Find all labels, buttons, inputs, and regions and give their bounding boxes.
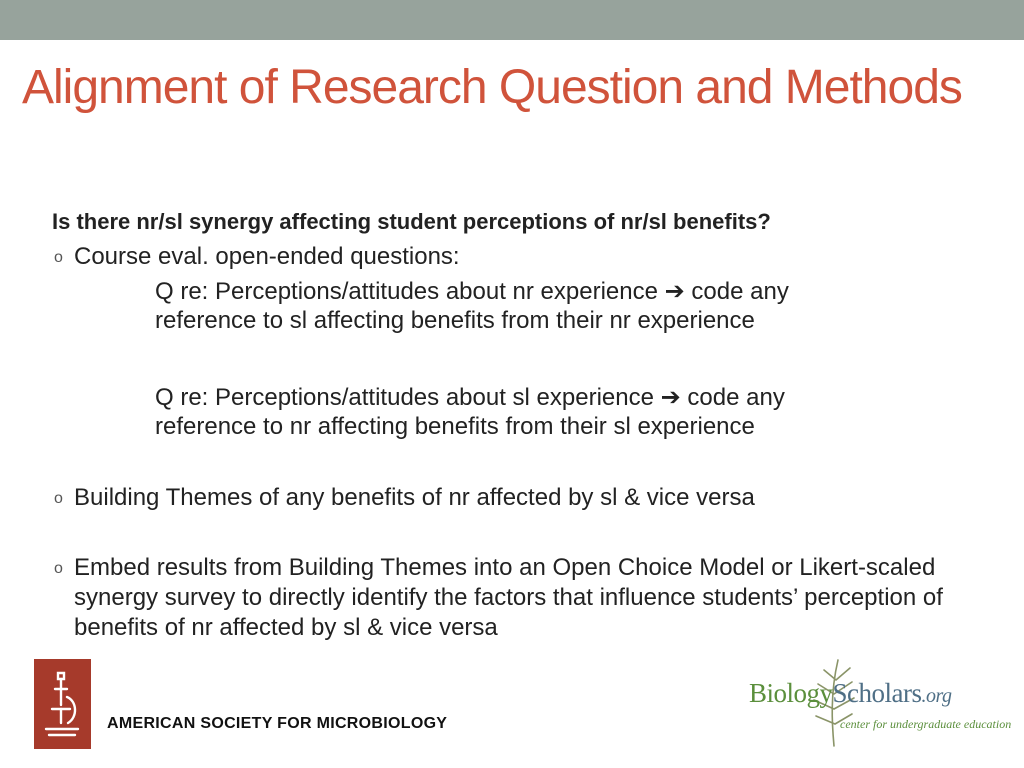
bullet-course-eval [52, 242, 972, 272]
microscope-icon [34, 659, 91, 749]
sub-item-text: code any reference to nr affecting benefits from their sl experience [155, 384, 785, 440]
slide-title: Alignment of Research Question and Methods [22, 61, 962, 114]
bullet-text: Embed results from Building Themes into an Open Choice Model or Likert-scaled synergy survey to directly identify the factors that influence students’ perception of benefits of nr affected by sl & vice versa [74, 554, 943, 641]
bullet-marker: o [54, 249, 63, 266]
asm-organization-name: AMERICAN SOCIETY FOR MICROBIOLOGY [107, 715, 448, 732]
right-arrow-icon: ➔ [660, 384, 681, 411]
top-color-band [0, 0, 1024, 40]
wordmark-scholars: Scholars [832, 678, 922, 708]
wordmark-org: .org [921, 685, 952, 707]
wordmark-biology: Biology [749, 678, 833, 708]
slide-body [52, 208, 972, 643]
bullet-building-themes [52, 483, 972, 513]
sub-item-text: code any reference to sl affecting benefits from their nr experience [155, 278, 789, 334]
research-question: Is there nr/sl synergy affecting student perceptions of nr/sl benefits? [52, 209, 771, 234]
bullet-text: Course eval. open-ended questions: [74, 243, 460, 270]
sub-item-nr-question [155, 277, 885, 335]
bullet-embed-results [52, 553, 972, 643]
sub-item-text: Q re: Perceptions/attitudes about sl experience [155, 384, 654, 411]
sub-item-sl-question [155, 383, 885, 441]
bullet-marker: o [54, 560, 63, 577]
right-arrow-icon: ➔ [664, 278, 685, 305]
biology-scholars-tagline: center for undergraduate education [840, 717, 1012, 731]
bullet-marker: o [54, 490, 63, 507]
bullet-text: Building Themes of any benefits of nr affected by sl & vice versa [74, 484, 755, 511]
sub-item-text: Q re: Perceptions/attitudes about nr experience [155, 278, 658, 305]
biology-scholars-wordmark [749, 678, 952, 709]
biology-scholars-logo [742, 652, 1012, 752]
asm-microscope-logo [34, 659, 91, 749]
